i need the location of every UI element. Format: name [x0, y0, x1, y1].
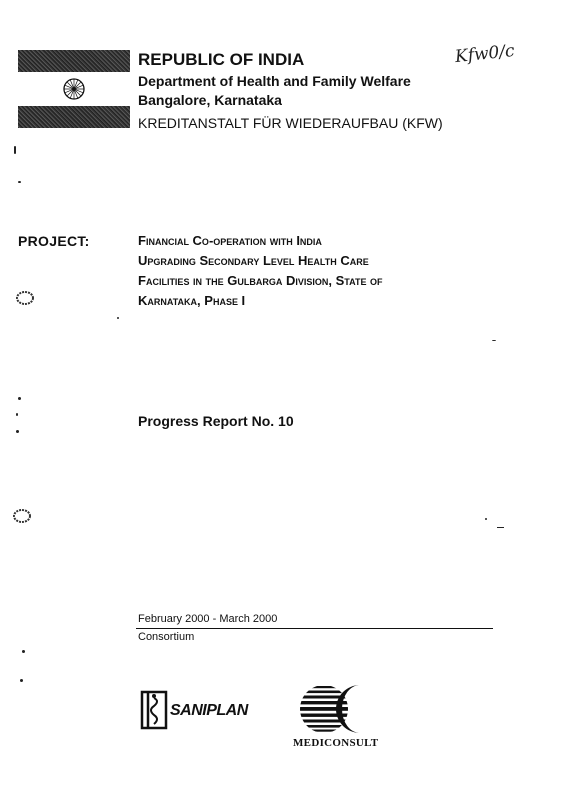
project-label: PROJECT: — [18, 233, 90, 249]
scan-speck — [18, 397, 21, 400]
project-title-line: Upgrading Secondary Level Health Care — [138, 253, 369, 268]
scan-speck — [20, 679, 23, 682]
department-name: Department of Health and Family Welfare — [138, 73, 411, 89]
consortium-label: Consortium — [138, 631, 195, 643]
scan-speck — [485, 518, 487, 520]
agency-name: KREDITANSTALT FÜR WIEDERAUFBAU (KFW) — [138, 115, 443, 131]
scan-speck — [492, 340, 496, 341]
mediconsult-logo-text: MEDICONSULT — [293, 737, 379, 749]
mediconsult-logo-icon — [298, 683, 370, 735]
scan-speck — [16, 430, 19, 433]
scan-speck — [14, 146, 16, 154]
scan-speck — [22, 650, 25, 653]
project-title — [138, 231, 498, 311]
punch-hole-mark-icon — [15, 290, 35, 306]
scan-speck — [16, 413, 18, 416]
report-period: February 2000 - March 2000 — [138, 613, 278, 625]
handwritten-note: Kfw0/c — [454, 40, 516, 68]
report-title: Progress Report No. 10 — [138, 413, 294, 429]
india-flag-image — [18, 50, 130, 128]
saniplan-logo-icon — [138, 690, 170, 730]
scan-speck — [497, 527, 504, 528]
ashoka-chakra-icon — [63, 78, 85, 100]
project-title-line: Karnataka, Phase I — [138, 293, 246, 308]
location-text: Bangalore, Karnataka — [138, 92, 282, 108]
republic-title: REPUBLIC OF INDIA — [138, 50, 305, 69]
scan-speck — [117, 317, 119, 319]
project-title-line: Financial Co-operation with India — [138, 233, 322, 248]
saniplan-logo-text: SANIPLAN — [170, 702, 248, 719]
punch-hole-mark-icon — [12, 508, 32, 524]
scan-speck — [18, 181, 21, 183]
divider-line — [136, 628, 493, 629]
project-title-line: Facilities in the Gulbarga Division, State of — [138, 273, 383, 288]
